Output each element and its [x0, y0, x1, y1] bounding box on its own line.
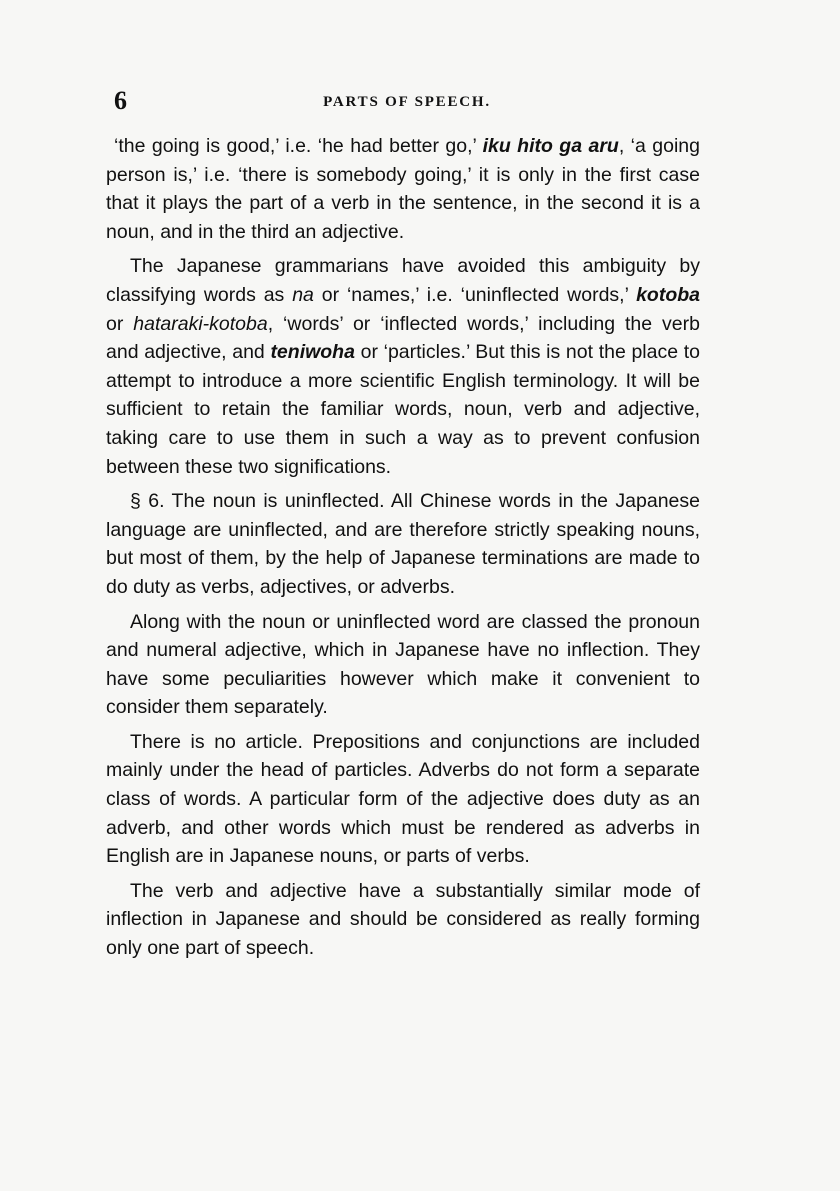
- paragraph-5: There is no article. Prepositions and conjunctions are included mainly under the head of particles. Adverbs do not form a separate class of words. A particular form of the adjective does duty as an adverb, and other words which must be rendered as adverbs in English are in Japanese nouns, or parts of verbs.: [106, 730, 700, 868]
- paragraph-4: Along with the noun or uninflected word are classed the pronoun and numeral adjective, which in Japanese have no inflection. They have some peculiarities however which make it convenient to consider them separately.: [106, 610, 700, 719]
- paragraph-6: The verb and adjective have a substantially similar mode of inflection in Japanese and should be considered as really forming only one part of speech.: [106, 879, 700, 960]
- paragraph-3: § 6. The noun is uninflected. All Chinese words in the Japanese language are uninflected, and are therefore strictly speaking nouns, but most of them, by the help of Japanese terminations are made to do duty as verbs, adjectives, or adverbs.: [106, 490, 700, 598]
- text-run: ‘the going is good,’ i.e. ‘he had better go,’: [114, 135, 483, 157]
- text-run: , ‘a going person is,’ i.e. ‘there is somebody going,’ it is only in the first case that it plays the part of a verb in the sentence, in the second it is a noun, and in the third an adjective.: [106, 135, 700, 243]
- text-run: , ‘words’ or ‘inflected words,’ including the verb and adjective, and: [106, 312, 700, 364]
- running-head: PARTS OF SPEECH.: [323, 94, 491, 110]
- text-run: or ‘particles.’ But this is not the place to attempt to introduce a more scientific English terminology. It will be sufficient to retain the familiar words, noun, verb and adjective, taking care to use them in such a way as to prevent confusion between these two significations.: [106, 341, 701, 478]
- text-run: The Japanese grammarians have avoided this ambiguity by classifying words as: [106, 255, 700, 306]
- japanese-term: na: [292, 283, 314, 306]
- body-text: [106, 132, 700, 969]
- page-number: 6: [114, 86, 127, 115]
- paragraph-2: [106, 252, 700, 481]
- japanese-term: teniwoha: [270, 341, 355, 364]
- page-header: [114, 86, 700, 116]
- japanese-term: kotoba: [636, 283, 700, 306]
- japanese-term: hataraki-kotoba: [133, 312, 268, 335]
- text-run: or: [106, 312, 134, 335]
- paragraph-1: [106, 132, 700, 246]
- japanese-term: iku hito ga aru: [482, 135, 619, 157]
- text-run: or ‘names,’ i.e. ‘uninflected words,’: [313, 283, 637, 306]
